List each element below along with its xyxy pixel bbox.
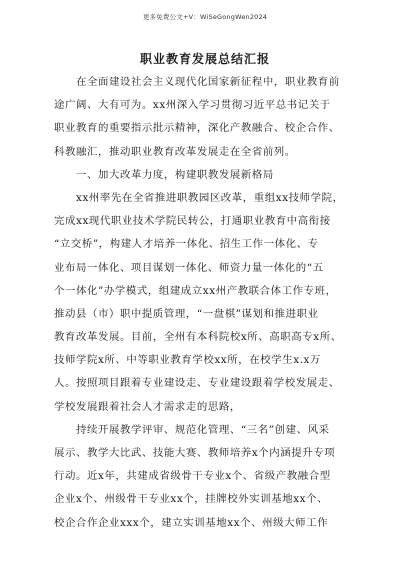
paragraph-line: 人。按照项目跟着专业建设走、专业建设跟着学校发展走、 — [54, 377, 340, 390]
paragraph-line: 行动。近x年，共建成省级骨干专业x个、省级产教融合型 — [54, 470, 331, 483]
paragraph-line: 持续开展教学评审、规范化管理、“三名”创建、风采 — [76, 423, 330, 436]
document-body — [54, 71, 359, 535]
section-heading: 一、加大改革力度，构建职教发展新格局 — [76, 168, 274, 181]
paragraph-line: 途广阔、大有可为。xx州深入学习贯彻习近平总书记关于 — [54, 99, 331, 112]
paragraph-line: 在全面建设社会主义现代化国家新征程中，职业教育前 — [76, 76, 340, 88]
paragraph-line: 企业x个、州级骨干专业xx个，挂牌校外实训基地xx个、 — [54, 493, 329, 506]
paragraph-line: 完成xx现代职业技术学院民转公，打通职业教育中高衔接 — [54, 215, 331, 228]
page-title: 职业教育发展总结汇报 — [139, 52, 270, 66]
paragraph-line: 学校发展跟着社会人才需求走的思路， — [54, 400, 241, 413]
paragraph-line: xx州率先在全省推进职教园区改革，重组xx技师学院， — [76, 191, 344, 204]
paragraph-line: 技师学院x所、中等职业教育学校xx所，在校学生x.x万 — [54, 354, 322, 367]
paragraph-line: 推动县（市）职中提质管理，“一盘棋”谋划和推进职业 — [54, 307, 319, 320]
header-note: 更多免费公文+V：WiSeGongWen2024 — [142, 13, 268, 21]
paragraph-line: “立交桥”，构建人才培养一体化、招生工作一体化、专 — [54, 238, 319, 251]
paragraph-line: 个一体化”办学模式，组建成立xx州产教联合体工作专班， — [54, 284, 337, 297]
paragraph-line: 业布局一体化、项目谋划一体化、师资力量一体化的“五 — [54, 261, 324, 274]
paragraph-line: 教育改革发展。目前，全州有本科院校x所、高职高专x所、 — [54, 331, 342, 344]
paragraph-line: 科教融汇，推动职业教育改革发展走在全省前列。 — [54, 145, 296, 158]
paragraph-line: 校企合作企业xxx个，建立实训基地xx个、州级大师工作 — [54, 516, 329, 529]
paragraph-line: 展示、教学大比武、技能大赛、教师培养x个内涵提升专项 — [54, 447, 336, 459]
paragraph-line: 职业教育的重要指示批示精神，深化产教融合、校企合作、 — [54, 122, 340, 135]
